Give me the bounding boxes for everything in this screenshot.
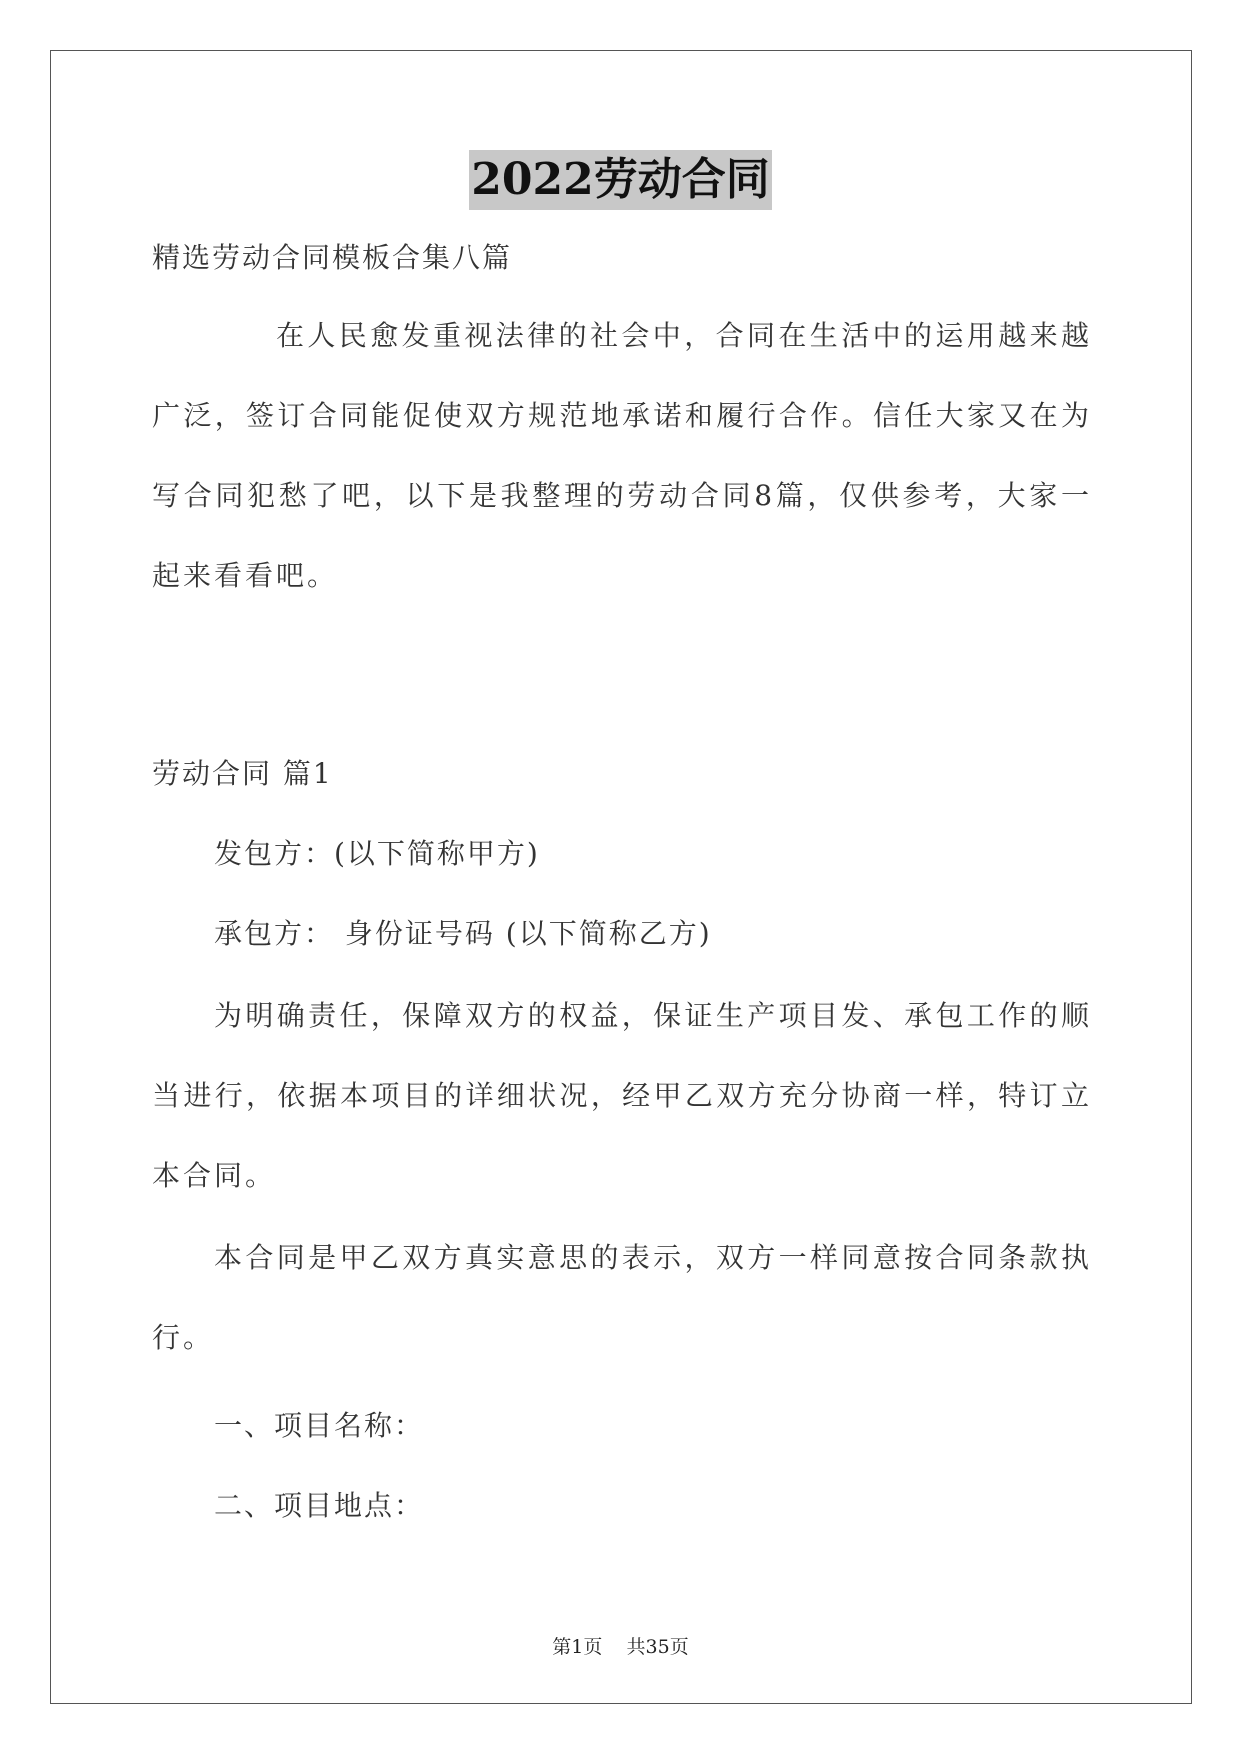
document-title: 2022劳动合同 <box>469 150 771 210</box>
title-container <box>0 150 1241 210</box>
page-total: 共35页 <box>626 1636 689 1658</box>
intro-paragraph: 在人民愈发重视法律的社会中，合同在生活中的运用越来越广泛，签订合同能促使双方规范地承诺和履行合作。信任大家又在为写合同犯愁了吧，以下是我整理的劳动合同8篇，仅供参考，大家一起来看看吧。 <box>152 319 1092 592</box>
page-footer <box>0 1632 1241 1659</box>
item-project-location: 二、项目地点： <box>214 1489 425 1522</box>
document-subtitle: 精选劳动合同模板合集八篇 <box>152 241 513 274</box>
page-number: 第1页 <box>552 1636 603 1658</box>
agreement-paragraph: 本合同是甲乙双方真实意思的表示，双方一样同意按合同条款执行。 <box>152 1241 1092 1354</box>
employer-line: 发包方：(以下简称甲方) <box>214 837 540 870</box>
item-project-name: 一、项目名称： <box>214 1409 425 1442</box>
section-heading: 劳动合同 篇1 <box>152 757 333 790</box>
purpose-paragraph: 为明确责任，保障双方的权益，保证生产项目发、承包工作的顺当进行，依据本项目的详细状况，经甲乙双方充分协商一样，特订立本合同。 <box>152 999 1092 1192</box>
contractor-line: 承包方： 身份证号码 (以下简称乙方) <box>214 917 712 950</box>
